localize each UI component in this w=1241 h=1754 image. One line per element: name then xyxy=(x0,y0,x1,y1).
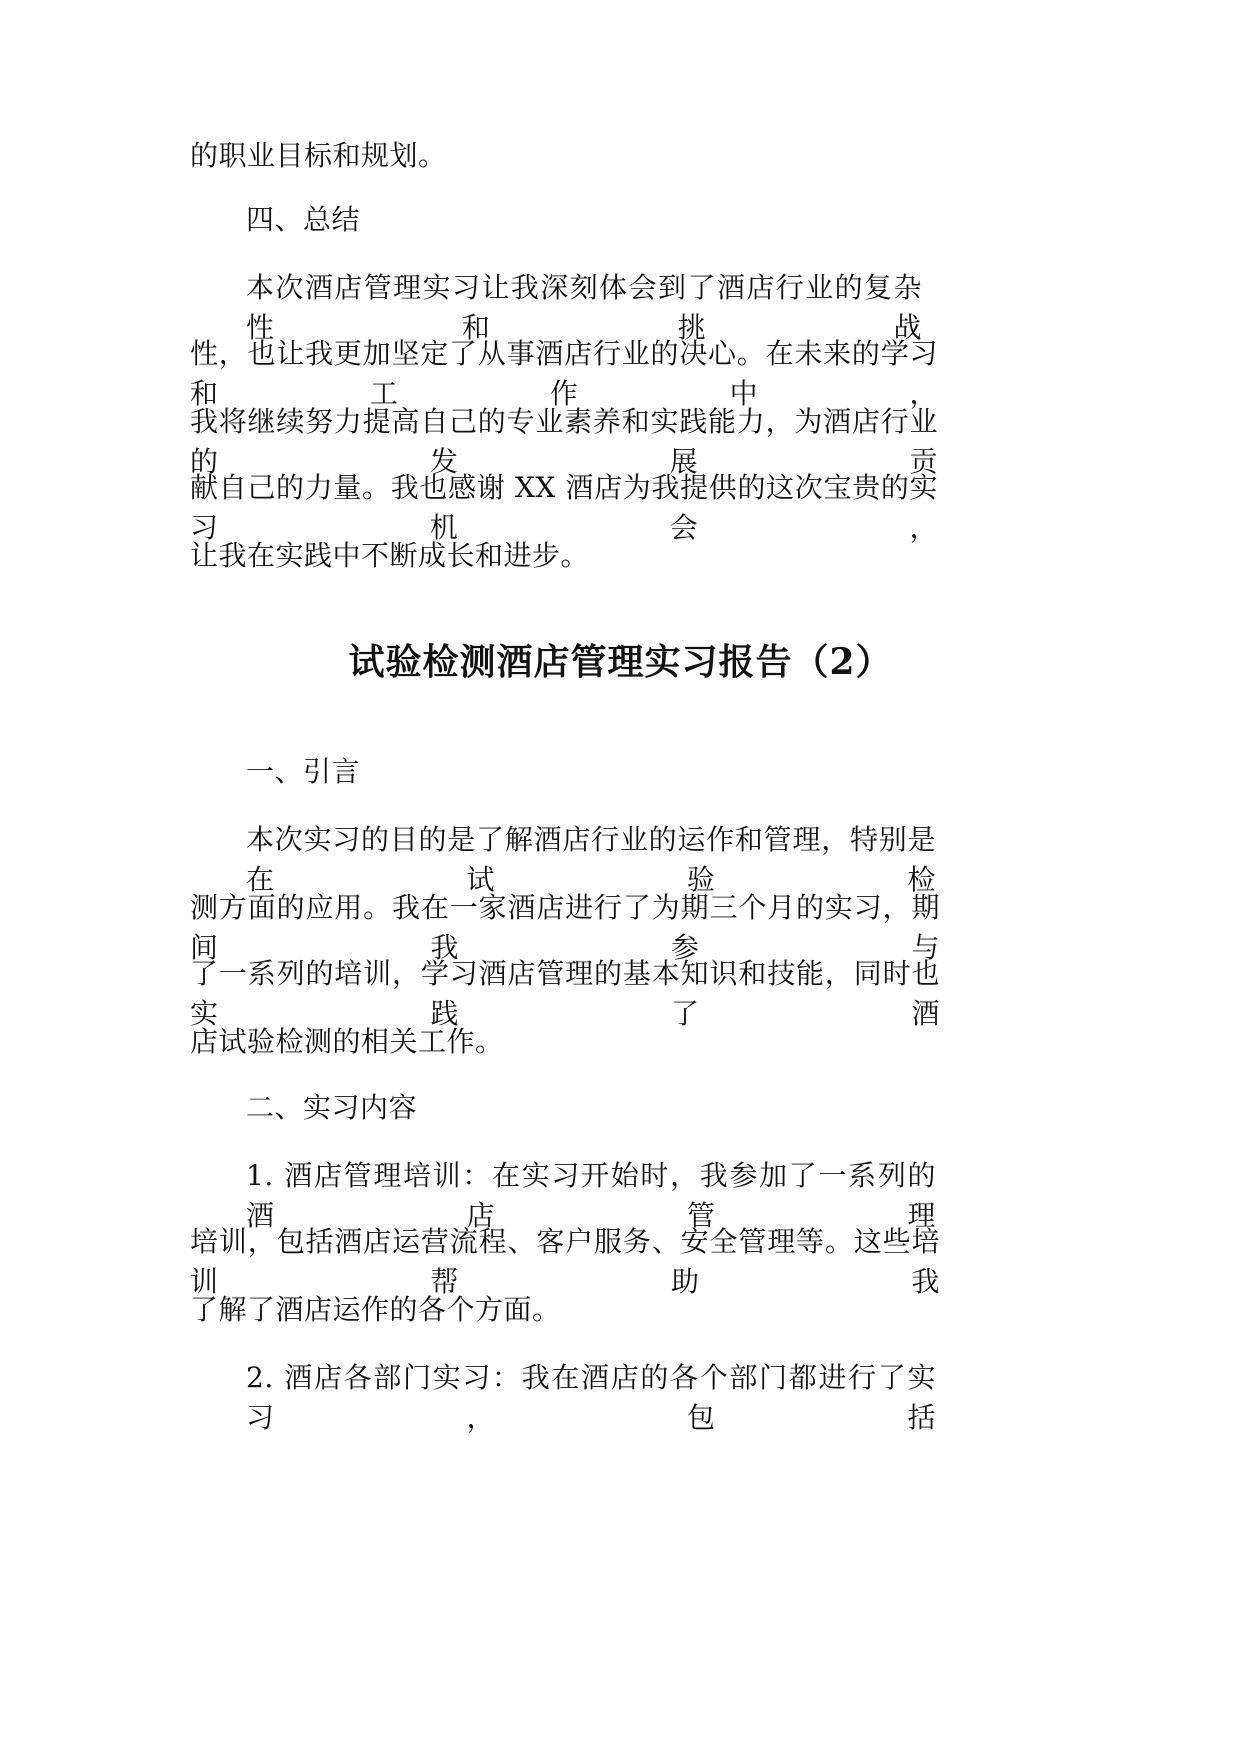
paragraph-line: 本次酒店管理实习让我深刻体会到了酒店行业的复杂性和挑战 xyxy=(246,271,922,344)
section-heading-content: 二、实习内容 xyxy=(246,1091,418,1124)
paragraph-line: 献自己的力量。我也感谢 XX 酒店为我提供的这次宝贵的实习机会， xyxy=(190,471,938,544)
paragraph-line: 的职业目标和规划。 xyxy=(190,139,447,172)
list-item-line: 培训，包括酒店运营流程、客户服务、安全管理等。这些培训帮助我 xyxy=(190,1225,940,1298)
paragraph-line: 本次实习的目的是了解酒店行业的运作和管理，特别是在试验检 xyxy=(246,823,936,896)
list-item-line: 1. 酒店管理培训：在实习开始时，我参加了一系列的酒店管理 xyxy=(246,1159,936,1232)
section-heading-summary: 四、总结 xyxy=(246,203,361,236)
paragraph-line: 店试验检测的相关工作。 xyxy=(190,1025,504,1058)
paragraph-line: 我将继续努力提高自己的专业素养和实践能力，为酒店行业的发展贡 xyxy=(190,405,938,478)
report-title: 试验检测酒店管理实习报告（2） xyxy=(348,641,893,683)
list-item-line: 了解了酒店运作的各个方面。 xyxy=(190,1293,561,1326)
paragraph-line: 测方面的应用。我在一家酒店进行了为期三个月的实习，期间我参与 xyxy=(190,891,940,964)
paragraph-line: 了一系列的培训，学习酒店管理的基本知识和技能，同时也实践了酒 xyxy=(190,957,940,1030)
paragraph-line: 性，也让我更加坚定了从事酒店行业的决心。在未来的学习和工作中， xyxy=(190,337,938,410)
section-heading-introduction: 一、引言 xyxy=(246,755,361,788)
paragraph-line: 让我在实践中不断成长和进步。 xyxy=(190,539,590,572)
list-item-line: 2. 酒店各部门实习：我在酒店的各个部门都进行了实习，包括 xyxy=(246,1361,936,1434)
